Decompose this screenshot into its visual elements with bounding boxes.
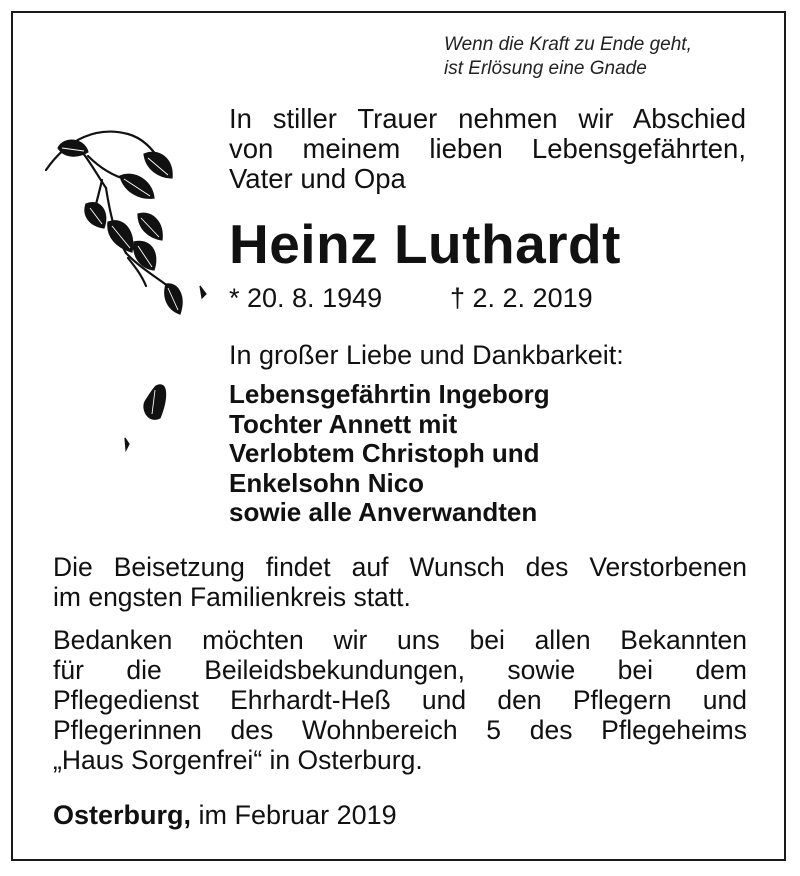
place-and-date	[53, 799, 397, 831]
motto-line: Wenn die Kraft zu Ende geht,	[444, 34, 692, 55]
thanks-line: Pflegerinnen des Wohnbereich 5 des Pflegeheims	[53, 715, 747, 745]
birch-branch-icon	[28, 118, 218, 458]
life-dates	[229, 282, 593, 314]
intro-line: Vater und Opa	[229, 163, 406, 194]
mourner-line: Verlobtem Christoph und	[229, 438, 540, 468]
funeral-line: Die Beisetzung findet auf Wunsch des Verstorbenen	[53, 552, 747, 582]
birth-date: * 20. 8. 1949	[229, 283, 383, 313]
thanks-line: Bedanken möchten wir uns bei allen Bekannten	[53, 625, 747, 655]
thanks-paragraph	[53, 625, 747, 775]
mourner-line: sowie alle Anverwandten	[229, 497, 538, 527]
gratitude-line: In großer Liebe und Dankbarkeit:	[229, 340, 624, 370]
closing-date: im Februar 2019	[198, 800, 397, 830]
thanks-line: für die Beileidsbekundungen, sowie bei dem	[53, 655, 747, 685]
death-date: † 2. 2. 2019	[450, 283, 593, 313]
closing-place: Osterburg,	[53, 800, 192, 830]
funeral-notice	[53, 552, 747, 612]
mourner-line: Enkelsohn Nico	[229, 467, 425, 498]
funeral-line: im engsten Familienkreis statt.	[53, 582, 411, 612]
mourners-list	[229, 380, 550, 528]
mourner-line: Lebensgefährtin Ingeborg	[229, 379, 550, 409]
deceased-name: Heinz Luthardt	[229, 213, 621, 275]
intro-line: In stiller Trauer nehmen wir Abschied	[229, 103, 746, 134]
mourner-line: Tochter Annett mit	[229, 408, 458, 439]
thanks-line: Pflegedienst Ehrhardt-Heß und den Pflegern und	[53, 685, 747, 715]
intro-line: von meinem lieben Lebensgefährten,	[229, 133, 746, 164]
intro-text	[229, 104, 746, 194]
motto-line: ist Erlösung eine Gnade	[444, 58, 647, 79]
thanks-line: „Haus Sorgenfrei“ in Osterburg.	[53, 745, 423, 775]
motto-quote	[444, 33, 764, 81]
